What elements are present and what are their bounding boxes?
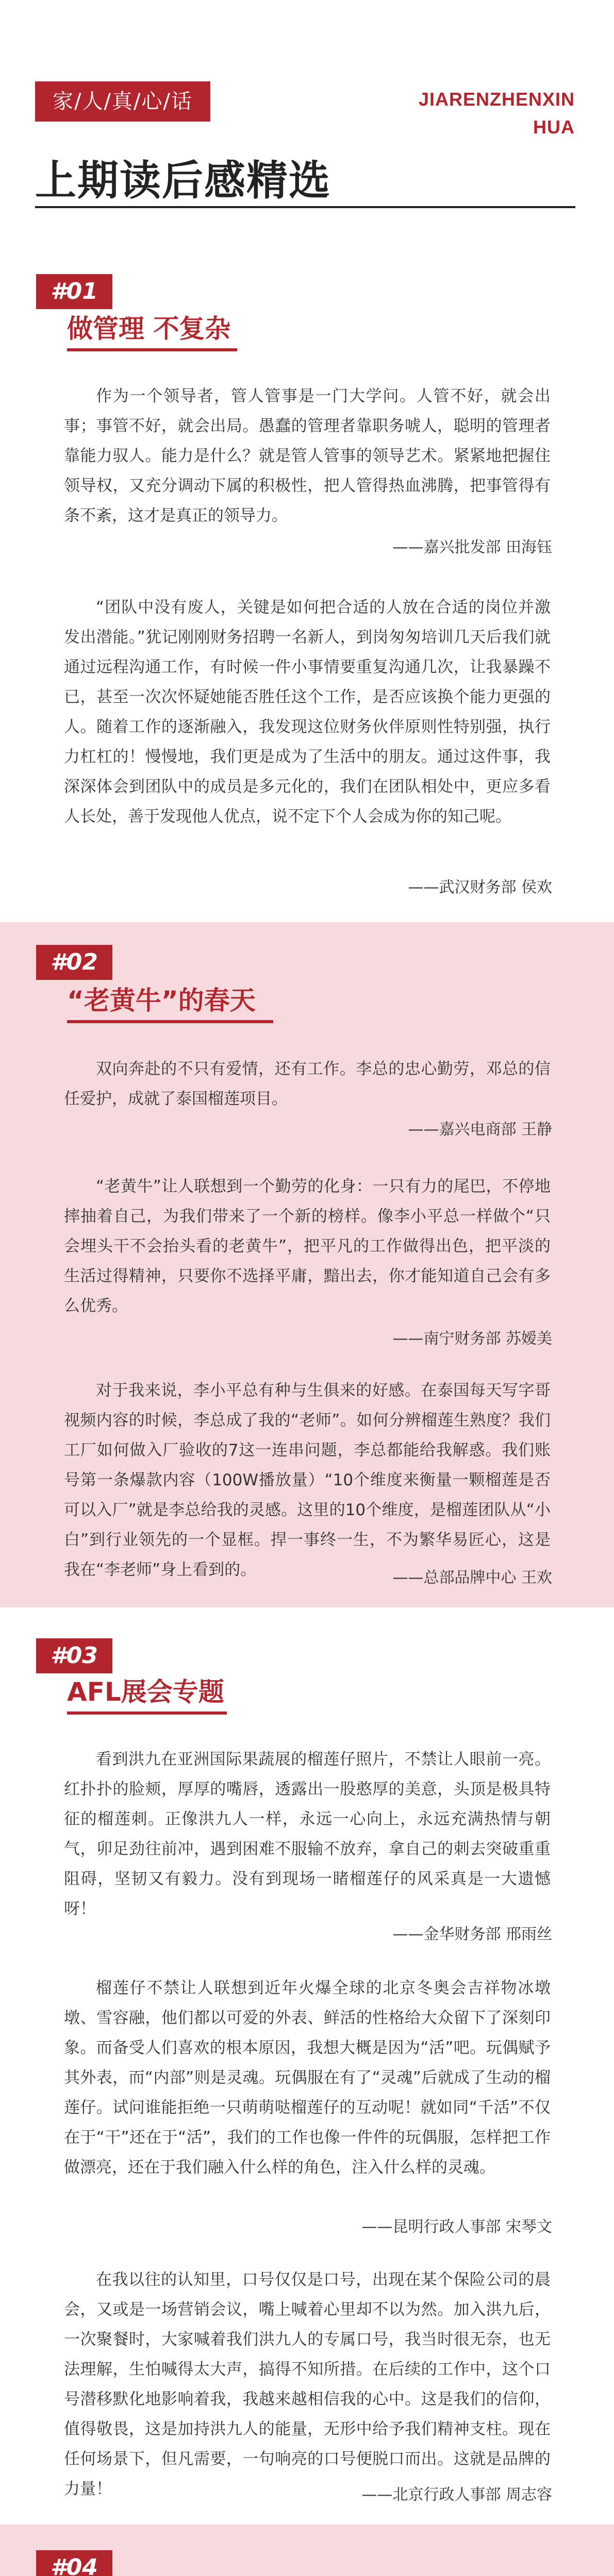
section-title: “老黄牛”的春天 bbox=[67, 986, 256, 1015]
column-tag: 家/人/真/心/话 bbox=[35, 81, 210, 122]
section-number-badge: #01 bbox=[36, 274, 112, 309]
section-paragraph: “团队中没有废人，关键是如何把合适的人放在合适的岗位并激发出潜能。”犹记刚刚财务招聘一名新人，到岗匆匆培训几天后我们就通过远程沟通工作，有时候一件小事情要重复沟通几次，让我暴躁不已，甚至一次次怀疑她能否胜任这个工作，是否应该换个能力更强的人。随着工作的逐渐融入，我发现这位财务伙伴原则性特别强，执行力杠杠的！慢慢地，我们更是成为了生活中的朋友。通过这件事，我深深体会到团队中的成员是多元化的，我们在团队相处中，更应多看人长处，善于发现他人优点，说不定下个人会成为你的知己呢。 bbox=[64, 598, 551, 826]
brand-mark bbox=[419, 86, 575, 141]
section-paragraph: 榴莲仔不禁让人联想到近年火爆全球的北京冬奥会吉祥物冰墩墩、雪容融，他们都以可爱的外表、鲜活的性格给大众留下了深刻印象。而备受人们喜欢的根本原因，我想大概是因为“活”吧。玩偶赋予其外表，而“内部”则是灵魂。玩偶服在有了“灵魂”后就成了生动的榴莲仔。试问谁能拒绝一只萌萌哒榴莲仔的互动呢！就如同“千活”不仅在于“干”还在于“活”，我们的工作也像一件件的玩偶服，怎样把工作做漂亮，还在于我们融入什么样的角色，注入什么样的灵魂。 bbox=[64, 1979, 551, 2177]
title-underline bbox=[67, 348, 237, 351]
section-paragraph: “老黄牛”让人联想到一个勤劳的化身：一只有力的尾巴，不停地摔抽着自己，为我们带来了一个新的榜样。像李小平总一样做个“只会埋头干不会抬头看的老黄牛”，把平凡的工作做得出色，把平淡的生活过得精神，只要你不选择平庸，黯出去，你才能知道自己会有多么优秀。 bbox=[64, 1177, 551, 1315]
section-signature: ——嘉兴批发部 田海钰 bbox=[392, 538, 552, 556]
section-paragraph: 看到洪九在亚洲国际果蔬展的榴莲仔照片，不禁让人眼前一亮。红扑扑的脸颊，厚厚的嘴唇，透露出一股憨厚的美意，头顶是极具特征的榴莲刺。正像洪九人一样，永远一心向上，永远充满热情与朝气，卯足劲往前冲，遇到困难不服输不放弃，拿自己的刺去突破重重阻碍，坚韧又有毅力。没有到现场一睹榴莲仔的风采真是一大遗憾呀！ bbox=[64, 1750, 551, 1918]
brand-line-1: JIARENZHENXIN bbox=[418, 89, 575, 110]
section-title: AFL展会专题 bbox=[67, 1677, 224, 1707]
section-signature: ——金华财务部 邢雨丝 bbox=[392, 1925, 552, 1943]
section-signature: ——昆明行政人事部 宋琴文 bbox=[361, 2218, 552, 2236]
section-signature: ——总部品牌中心 王欢 bbox=[392, 1569, 552, 1587]
section-02 bbox=[0, 922, 614, 1607]
section-signature: ——嘉兴电商部 王静 bbox=[408, 1121, 552, 1139]
title-underline bbox=[67, 1020, 273, 1023]
section-title: 做管理 不复杂 bbox=[67, 314, 231, 344]
page-header bbox=[0, 0, 614, 247]
section-paragraph: 双向奔赴的不只有爱情，还有工作。李总的忠心勤劳，邓总的信任爱护，成就了泰国榴莲项目。 bbox=[64, 1060, 551, 1108]
section-04 bbox=[0, 2524, 614, 2576]
section-03 bbox=[0, 1607, 614, 2524]
title-underline bbox=[67, 1711, 227, 1715]
section-paragraph: 对于我来说，李小平总有种与生俱来的好感。在泰国每天写字哥视频内容的时候，李总成了我的“老师”。如何分辨榴莲生熟度？我们工厂如何做入厂验收的7这一连串问题，李总都能给我解惑。我们账号第一条爆款内容（100W播放量）“10个维度来衡量一颗榴莲是否可以入厂”就是李总给我的灵感。这里的10个维度，是榴莲团队从“小白”到行业领先的一个显框。捍一事终一生，不为繁华易匠心，这是我在“李老师”身上看到的。 bbox=[64, 1381, 551, 1579]
section-01 bbox=[0, 247, 614, 922]
title-divider bbox=[35, 206, 575, 208]
page-title: 上期读后感精选 bbox=[35, 157, 331, 205]
section-signature: ——武汉财务部 侯欢 bbox=[408, 878, 552, 896]
section-number-badge: #03 bbox=[36, 1638, 112, 1673]
section-paragraph: 在我以往的认知里，口号仅仅是口号，出现在某个保险公司的晨会，又或是一场营销会议，嘴上喊着心里却不以为然。加入洪九后，一次聚餐时，大家喊着我们洪九人的专属口号，我当时很无奈，也无法理解，生怕喊得太大声，搞得不知所措。在后续的工作中，这个口号潜移默化地影响着我，我越来越相信我的心中。这是我们的信仰，值得敬畏，这是加持洪九人的能量，无形中给予我们精神支柱。现在任何场景下，但凡需要，一句响亮的口号便脱口而出。这就是品牌的力量！ bbox=[64, 2270, 551, 2498]
section-number-badge: #04 bbox=[36, 2550, 112, 2576]
section-signature: ——南宁财务部 苏嫒美 bbox=[392, 1330, 552, 1348]
section-paragraph: 作为一个领导者，管人管事是一门大学问。人管不好，就会出事；事管不好，就会出局。愚蠢的管理者靠职务唬人，聪明的管理者靠能力驭人。能力是什么？就是管人管事的领导艺术。紧紧地把握住领导权，又充分调动下属的积极性，把人管得热血沸腾，把事管得有条不紊，这才是真正的领导力。 bbox=[64, 387, 551, 525]
section-signature: ——北京行政人事部 周志容 bbox=[361, 2486, 552, 2504]
brand-line-2: HUA bbox=[533, 116, 575, 138]
section-number-badge: #02 bbox=[36, 945, 112, 980]
